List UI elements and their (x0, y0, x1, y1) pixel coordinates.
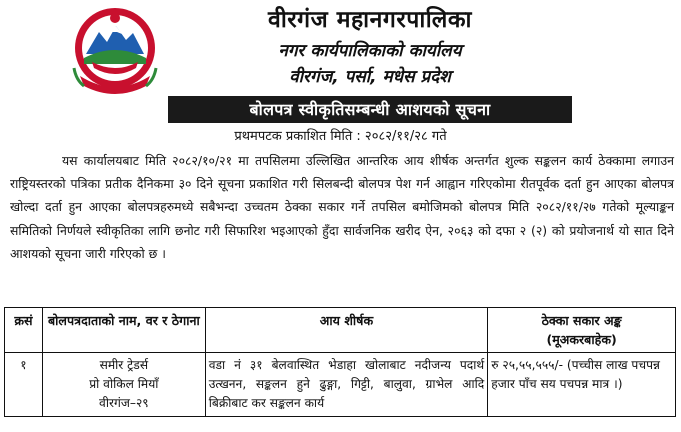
bid-approval-table (4, 307, 676, 417)
bidder-address: वीरगंज–२९ (99, 396, 149, 410)
bidder-proprietor: प्रो वोकिल मियाँ (89, 377, 159, 391)
header-amount-label: ठेक्का सकार अङ्क (541, 313, 622, 328)
bidder-name: समीर ट्रेडर्स (99, 358, 149, 372)
header-serial-number: क्रसं (5, 308, 43, 353)
table-header-row (5, 308, 676, 353)
table-row (5, 353, 676, 417)
header-income-subject: आय शीर्षक (205, 308, 487, 353)
row-amount: रु २५,५५,५५५/- (पच्चीस लाख पचपन्न हजार पाँच सय पचपन्न मात्र ।) (488, 353, 676, 417)
office-address: वीरगंज, पर्सा, मधेस प्रदेश (289, 67, 451, 87)
header-bidder: बोलपत्रदाताको नाम, वर र ठेगाना (42, 308, 205, 353)
municipality-emblem (66, 2, 164, 94)
office-name: नगर कार्यपालिकाको कार्यालय (278, 41, 462, 61)
notice-body-paragraph: यस कार्यालयबाट मिति २०८२/१०/२१ मा तपसिलमा उल्लिखित आन्तरिक आय शीर्षक अन्तर्गत शुल्क सङ्कलन कार्य ठेक्कामा लगाउन राष्ट्रियस्तरको पत्रिका प्रतीक दैनिकमा ३० दिने सूचना प्रकाशित गरी सिलबन्दी बोलपत्र पेश गर्न आह्वान गरिएकोमा रीतपूर्वक दर्ता हुन आएका बोलपत्र खोल्दा दर्ता हुन आएका बोलपत्रहरुमध्ये सबैभन्दा उच्चतम ठेक्का सकार गर्ने तपसिल बमोजिमको बोलपत्र मिति २०८२/११/२७ गतेको मूल्याङ्कन समितिको निर्णयले स्वीकृतिका लागि छनोट गरी सिफारिश भइआएको हुँदा सार्वजनिक खरीद ऐन, २०६३ को दफा २ (२) को प्रयोजनार्थ यो सात दिने आशयको सूचना जारी गरिएको छ । (10, 153, 674, 261)
header-amount (488, 308, 676, 353)
org-name: वीरगंज महानगरपालिका (268, 7, 472, 33)
row-income-subject: वडा नं ३१ बेलवास्थित भेडाहा खोलाबाट नदीजन्य पदार्थ उत्खनन, सङ्कलन हुने ढुङ्गा, गिट्टी, बालुवा, ग्राभेल आदि बिक्रीबाट कर सङ्कलन कार्य (205, 353, 487, 417)
published-date-line: प्रथमपटक प्रकाशित मिति : २०८२/११/२८ गते (234, 129, 447, 144)
row-serial-number: १ (5, 353, 43, 417)
notice-title-banner: बोलपत्र स्वीकृतिसम्बन्धी आशयको सूचना (168, 96, 572, 123)
header-amount-note: (मूअकरबाहेक) (546, 332, 617, 347)
row-bidder (42, 353, 205, 417)
